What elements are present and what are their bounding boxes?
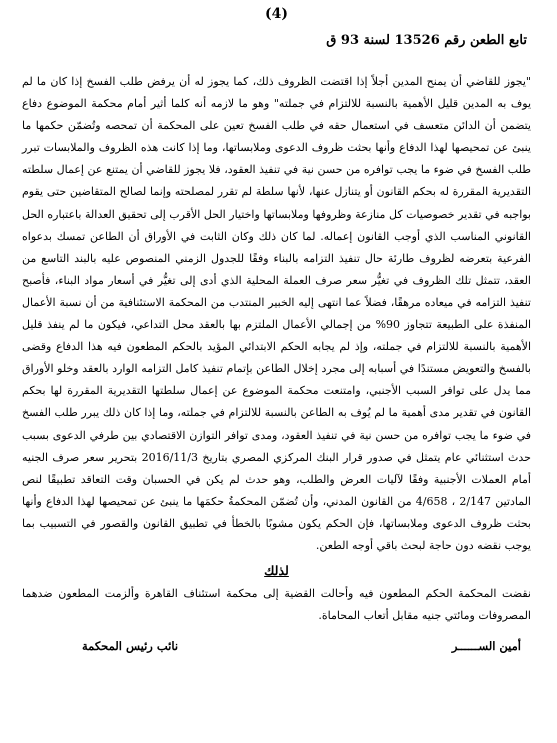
signature-secretary: أمين الســــــر: [451, 639, 521, 654]
case-header: تابع الطعن رقم 13526 لسنة 93 ق: [326, 33, 527, 48]
reasoning-paragraph: "يجوز للقاضي أن يمنح المدين أجلاً إذا اقتضت الظروف ذلك، كما يجوز له أن يرفض طلب الفسخ إذا كان ما لم يوف به المدين قليل الأهمية بالنسبة للالتزام في جملته" وهو ما لازمه أنه كلما أثير أمام محكمة الموضوع دفاع يتضمن أن الدائن متعسف في استعمال حقه في طلب الفسخ تعين على المحكمة أن تمحصه وتُضمّن حكمها ما ينبئ عن تمحيصها لهذا الدفاع وأنها بحثت ظروف الدعوى وملابساتها، وما إذا كانت هذه الظروف والملابسات تبرر طلب الفسخ في ضوء ما يجب توافره من حسن نية في تنفيذ العقود، فلا يجوز للقاضي أن يمتنع عن إعمال سلطته التقديرية المقررة له بحكم القانون أو يتنازل عنها، لأنها سلطة لم تقرر لمصلحته وإنما لصالح المتقاضين حتى يقوم بواجبه في تقدير خصوصيات كل منازعة وظروفها وملابساتها واختيار الحل الأقرب إلى تحقيق العدالة باعتباره الحل القانوني المناسب الذي أوجب القانون إعماله. لما كان ذلك وكان الثابت في الأوراق أن الطاعن تمسك بدعواه الفرعية بتعرضه لظروف طارئة حال تنفيذ التزامه بالبناء وفقًا للجدول الزمني المنصوص عليه بالبند التاسع من العقد، تتمثل تلك الظروف في تغيُّر سعر صرف العملة المحلية الذي أدى إلى تغيُّر في أسعار مواد البناء، فأصبح تنفيذ التزامه في ميعاده مرهقًا، فضلاً عما انتهى إليه الخبير المنتدب من المحكمة الاستئنافية من أن نسبة الأعمال المنفذة على الطبيعة تتجاوز 90% من إجمالي الأعمال الملتزم بها بالعقد محل التداعي، فيكون ما لم ينفذ قليل الأهمية بالنسبة للالتزام في جملته، وإذ لم يجابه الحكم الابتدائي المؤيد بالحكم المطعون فيه هذا الدفاع وقضى بالفسخ والتعويض مستندًا في أسبابه إلى مجرد إخلال الطاعن بإتمام تنفيذ كامل التزامه الوارد بالعقد وخلو الأوراق مما يدل على توافر السبب الأجنبي، وامتنعت محكمة الموضوع عن إعمال سلطتها التقديرية المقررة لها بحكم القانون في تقدير مدى أهمية ما لم يُوف به الطاعن بالنسبة للالتزام في جملته، وما إذا كان ذلك يبرر طلب الفسخ في ضوء ما يجب توافره من حسن نية في تنفيذ العقود، ومدى توافر التوازن الاقتصادي بين طرفي الدعوى بسبب حدث استثنائي عام يتمثل في صدور قرار البنك المركزي المصري بتاريخ 2016/11/3 بتحرير سعر صرف الجنيه أمام العملات الأجنبية وفقًا لآليات العرض والطلب، وهو حدث لم يكن في الحسبان وقت التعاقد تطبيقًا لنص المادتين 2/147 ، 4/658 من القانون المدني، وأن تُضمّن المحكمةُ حكمَها ما ينبئ عن تمحيصها لهذا الدفاع وأنها بحثت ظروف الدعوى وملابساتها، فإن الحكم يكون مشوبًا بالخطأ في تطبيق القانون والقصور في التسبيب بما يوجب نقضه دون حاجة لبحث باقي أوجه الطعن.: [22, 75, 531, 552]
therefore-heading-text: لذلك: [264, 563, 289, 579]
judgment-reasoning: [22, 71, 531, 557]
verdict-paragraph: نقضت المحكمة الحكم المطعون فيه وأحالت القضية إلى محكمة استئناف القاهرة وألزمت المطعون ضدهما المصروفات ومائتي جنيه مقابل أتعاب المحاماة.: [22, 587, 531, 623]
signature-vice-president: نائب رئيس المحكمة: [82, 639, 179, 654]
page-number: (4): [265, 6, 288, 22]
therefore-heading: [22, 559, 531, 583]
signature-block: [22, 639, 531, 653]
